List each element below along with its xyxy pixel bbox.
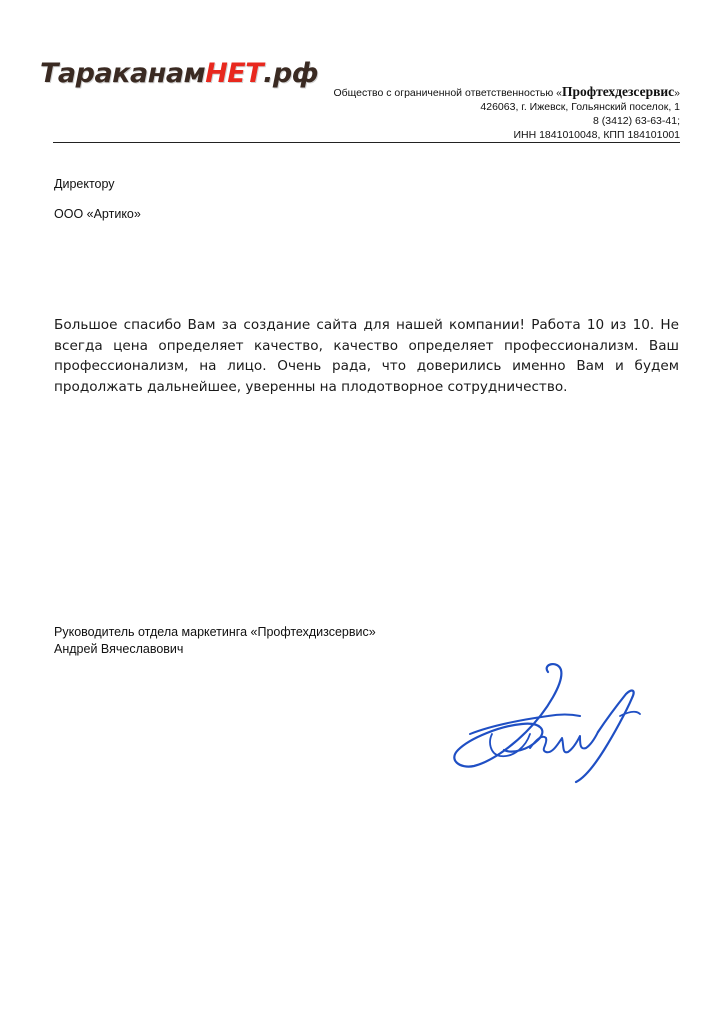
company-brand-name: Профтехдезсервис xyxy=(561,84,675,99)
header-divider xyxy=(53,142,680,143)
letter-body: Большое спасибо Вам за создание сайта для нашей компании! Работа 10 из 10. Не всегда цена определяет качество, качество определяет профессионализм. Ваш профессионализм, на лицо. Очень рада, что доверились именно Вам и будем продолжать дальнейшее, уверенны на плодотворное сотрудничество. xyxy=(54,317,679,395)
signer-position: Руководитель отдела маркетинга «Профтехдизсервис» xyxy=(54,625,376,639)
signer-block xyxy=(54,624,376,658)
company-legal-suffix: » xyxy=(674,87,680,99)
recipient-organization: ООО «Артико» xyxy=(54,207,141,221)
recipient-title: Директору xyxy=(54,177,115,191)
recipient-block xyxy=(54,176,141,222)
company-address: 426063, г. Ижевск, Гольянский поселок, 1 xyxy=(480,101,680,113)
company-phone: 8 (3412) 63-63-41; xyxy=(593,115,680,127)
logo-text-part2: НЕТ xyxy=(205,58,264,89)
signer-name: Андрей Вячеславович xyxy=(54,642,184,656)
handwritten-signature xyxy=(430,650,670,790)
company-details xyxy=(333,85,680,142)
logo-text-part3: .рф xyxy=(263,58,319,89)
company-legal-name xyxy=(333,85,680,100)
company-logo xyxy=(40,60,318,87)
company-legal-prefix: Общество с ограниченной ответственностью « xyxy=(333,87,562,99)
company-requisites: ИНН 1841010048, КПП 184101001 xyxy=(513,129,680,141)
logo-text-part1: Тараканам xyxy=(40,58,206,89)
